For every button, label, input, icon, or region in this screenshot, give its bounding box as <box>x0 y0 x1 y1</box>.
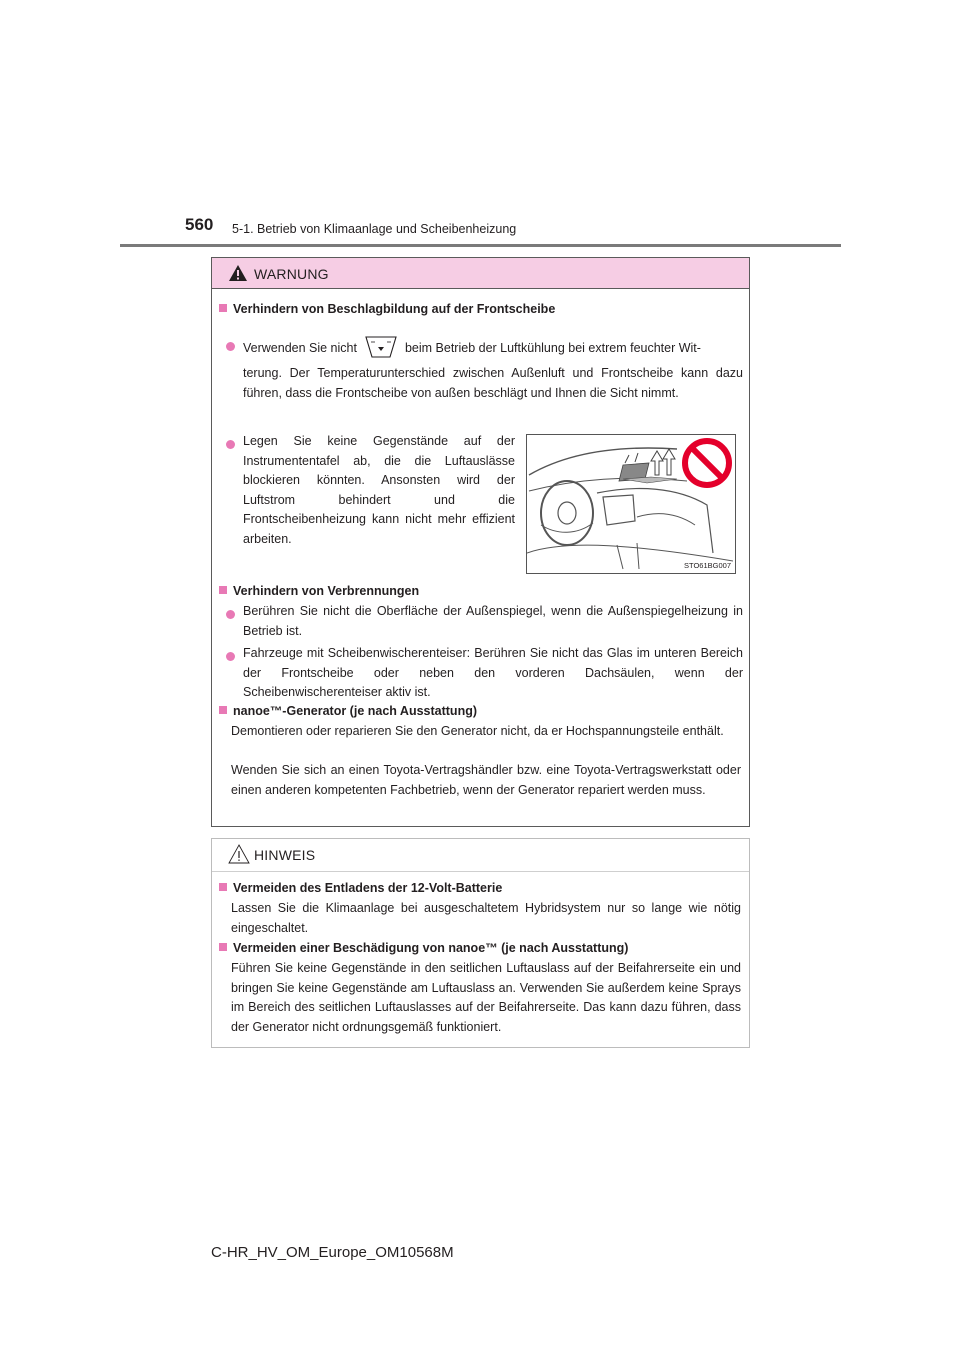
section-marker-icon <box>219 304 227 312</box>
section-heading-fogging: Verhindern von Beschlagbildung auf der Frontscheibe <box>219 302 555 316</box>
warning-box <box>211 257 750 827</box>
nanoe-damage-paragraph: Führen Sie keine Gegenstände in den seitlichen Luftauslass auf der Beifahrerseite ein und bringen Sie keine Gegenstände am Luftauslass an. Verwenden Sie außerdem keine Sprays im Bereich des seitlichen Luftauslasses auf der Beifahrerseite. Das kann dazu führen, dass der Generator nicht ordnungsgemäß funktioniert. <box>231 961 741 1034</box>
bullet-icon <box>226 610 235 619</box>
windshield-defogger-button-icon <box>363 334 399 360</box>
bullet-icon <box>226 652 235 661</box>
bullet-text-defogger-rest: terung. Der Temperaturunterschied zwischen Außenluft und Frontscheibe kann dazu führen, dass die Frontscheibe von außen beschlägt und Ihnen die Sicht nimmt. <box>243 366 743 400</box>
bullet-text-dashboard: Legen Sie keine Gegenstände auf der Instrumententafel ab, die die Luftauslässe blockieren könnten. Ansonsten wird der Luftstrom behindert und die Frontscheibenheizung kann nicht mehr effizient arbeiten. <box>243 434 515 546</box>
notice-box <box>211 838 750 1048</box>
document-code: C-HR_HV_OM_Europe_OM10568M <box>211 1244 454 1261</box>
bullet-icon <box>226 440 235 449</box>
figure-code: STO61BG007 <box>684 561 731 570</box>
bullet-text-defogger-line1: Verwenden Sie nicht beim Betrieb der Luftkühlung bei extrem feuchter Wit- <box>243 334 743 360</box>
warning-triangle-icon <box>228 264 248 282</box>
section-marker-icon <box>219 706 227 714</box>
section-marker-icon <box>219 586 227 594</box>
notice-title: HINWEIS <box>254 847 316 863</box>
section-heading-nanoe-damage: Vermeiden einer Beschädigung von nanoe™ (je nach Ausstattung) <box>219 941 628 955</box>
battery-paragraph: Lassen Sie die Klimaanlage bei ausgeschaltetem Hybridsystem nur so lange wie nötig eingeschaltet. <box>231 901 741 935</box>
nanoe-paragraph-1: Demontieren oder reparieren Sie den Generator nicht, da er Hochspannungsteile enthält. <box>231 724 724 738</box>
warning-header <box>212 258 749 289</box>
nanoe-paragraph-2: Wenden Sie sich an einen Toyota-Vertragshändler bzw. eine Toyota-Vertragswerkstatt oder einen anderen kompetenten Fachbetrieb, wenn der Generator repariert werden muss. <box>231 763 741 797</box>
bullet-icon <box>226 342 235 351</box>
bullet-text-mirrors: Berühren Sie nicht die Oberfläche der Außenspiegel, wenn die Außenspiegelheizung in Betrieb ist. <box>243 604 743 638</box>
bullet-text-wiper-deicer: Fahrzeuge mit Scheibenwischerenteiser: Berühren Sie nicht das Glas im unteren Bereich der Frontscheibe oder neben den vorderen Dachsäulen, wenn der Scheibenwischerenteiser aktiv ist. <box>243 646 743 699</box>
page-number: 560 <box>185 215 214 234</box>
caution-triangle-icon <box>228 844 250 864</box>
section-heading-burns: Verhindern von Verbrennungen <box>219 584 419 598</box>
dashboard-illustration <box>526 434 736 574</box>
chapter-title: 5-1. Betrieb von Klimaanlage und Scheibenheizung <box>232 222 517 236</box>
section-marker-icon <box>219 883 227 891</box>
header-divider <box>120 244 841 247</box>
notice-header <box>212 839 749 872</box>
section-heading-battery: Vermeiden des Entladens der 12-Volt-Batterie <box>219 881 502 895</box>
section-marker-icon <box>219 943 227 951</box>
warning-title: WARNUNG <box>254 266 329 282</box>
section-heading-nanoe: nanoe™-Generator (je nach Ausstattung) <box>219 704 477 718</box>
dashboard-drawing <box>527 435 733 571</box>
